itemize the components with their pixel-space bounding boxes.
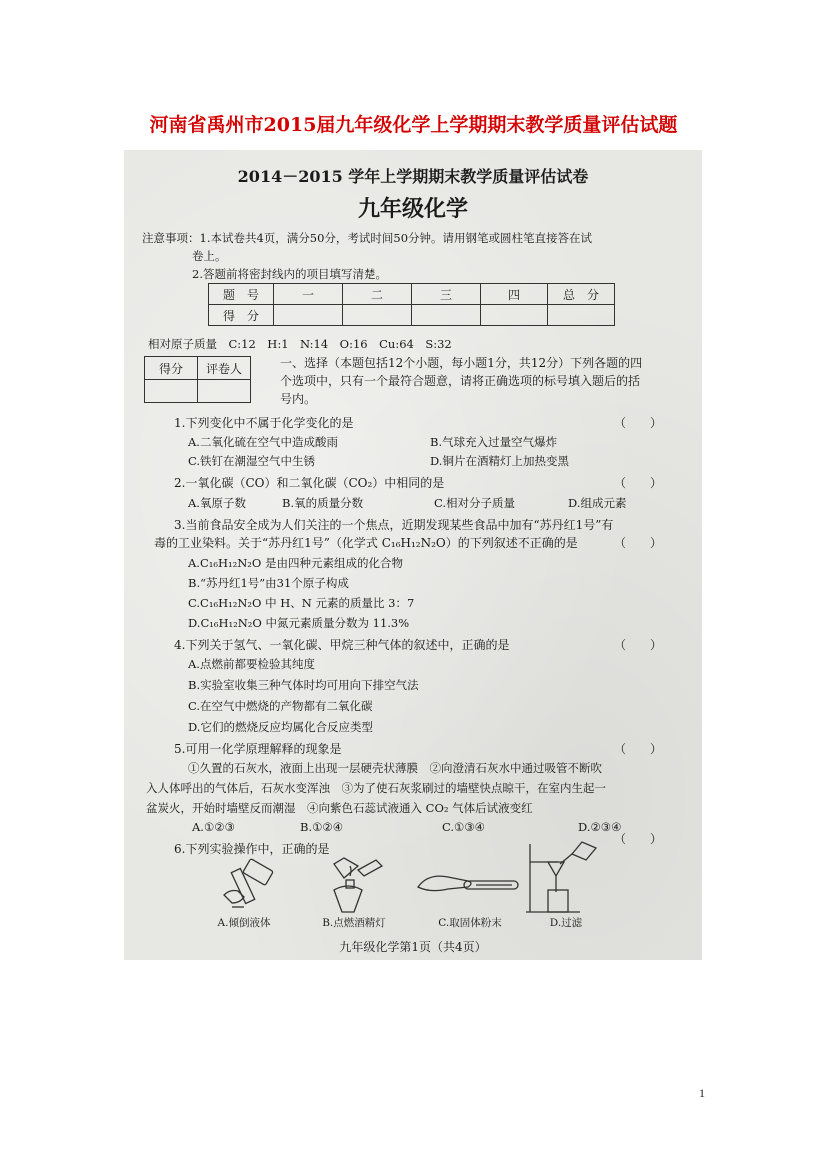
q6-option-b: B.点燃酒精灯 — [322, 917, 386, 929]
pour-liquid-figure — [204, 855, 284, 915]
q6-option-c: C.取固体粉末 — [438, 917, 502, 929]
q5-answer-paren: （ ） — [614, 742, 663, 756]
q5-option-b: B.①②④ — [300, 820, 344, 834]
q2-option-d: D.组成元素 — [568, 496, 627, 510]
q1-option-a: A.二氧化硫在空气中造成酸雨 — [188, 435, 338, 449]
q5-stem: 5.可用一化学原理解释的现象是 — [174, 742, 342, 756]
q3-option-a: A.C₁₆H₁₂N₂O 是由四种元素组成的化合物 — [188, 556, 403, 570]
notes-line-3: 2.答题前将密封线内的项目填写清楚。 — [192, 267, 387, 281]
exam-subject: 九年级化学 — [357, 197, 468, 222]
score-header-total: 总 分 — [548, 284, 615, 305]
scanned-exam-page — [124, 150, 702, 960]
q2-option-a: A.氧原子数 — [188, 496, 246, 510]
q4-answer-paren: （ ） — [614, 638, 663, 652]
exam-title: 2014－2015 学年上学期期末教学质量评估试卷 — [237, 167, 589, 186]
score-header-4: 四 — [481, 284, 548, 305]
score-header-1: 一 — [274, 284, 343, 305]
q1-option-d: D.铜片在酒精灯上加热变黑 — [430, 454, 569, 468]
q5-statement-line-2: 入人体呼出的气体后，石灰水变浑浊 ③为了使石灰浆刷过的墙壁快点晾干，在室内生起一 — [146, 781, 606, 795]
page-number: 1 — [699, 1086, 705, 1100]
grader-name-cell — [198, 380, 251, 403]
score-cell-4 — [481, 305, 548, 326]
score-cell-1 — [274, 305, 343, 326]
q1-option-c: C.铁钉在潮湿空气中生锈 — [188, 454, 316, 468]
q3-option-c: C.C₁₆H₁₂N₂O 中 H、N 元素的质量比 3：7 — [188, 596, 415, 610]
q3-option-b: B.“苏丹红1号”由31个原子构成 — [188, 576, 349, 590]
alcohol-lamp-figure — [314, 850, 394, 916]
exam-page-footer: 九年级化学第1页（共4页） — [339, 940, 487, 954]
q6-answer-paren: （ ） — [614, 832, 663, 846]
q6-option-a: A.倾倒液体 — [217, 917, 271, 929]
score-table — [208, 283, 615, 326]
document-title: 河南省禹州市2015届九年级化学上学期期末教学质量评估试题 — [149, 114, 678, 136]
q6-stem: 6.下列实验操作中，正确的是 — [174, 842, 330, 856]
score-cell-total — [548, 305, 615, 326]
grader-table — [144, 356, 251, 403]
score-header-label: 题 号 — [209, 284, 274, 305]
q1-option-b: B.气球充入过量空气爆炸 — [430, 435, 558, 449]
q2-answer-paren: （ ） — [614, 476, 663, 490]
section1-line-2: 个选项中，只有一个最符合题意，请将正确选项的标号填入题后的括 — [280, 374, 641, 388]
q2-option-b: B.氧的质量分数 — [282, 496, 364, 510]
q3-option-d: D.C₁₆H₁₂N₂O 中氮元素质量分数为 11.3% — [188, 616, 410, 630]
section1-line-1: 一、选择（本题包括12个小题，每小题1分，共12分）下列各题的四 — [280, 356, 643, 370]
q3-stem-line-1: 3.当前食品安全成为人们关注的一个焦点，近期发现某些食品中加有“苏丹红1号”有 — [174, 518, 614, 532]
score-row-label: 得 分 — [209, 305, 274, 326]
section1-line-3: 号内。 — [280, 392, 317, 406]
q4-option-d: D.它们的燃烧反应均属化合反应类型 — [188, 720, 373, 734]
atomic-masses: 相对原子质量 C:12 H:1 N:14 O:16 Cu:64 S:32 — [148, 337, 452, 351]
q4-stem: 4.下列关于氢气、一氧化碳、甲烷三种气体的叙述中，正确的是 — [174, 638, 510, 652]
q6-option-d: D.过滤 — [549, 917, 583, 929]
q2-stem: 2.一氧化碳（CO）和二氧化碳（CO₂）中相同的是 — [174, 476, 445, 490]
q5-option-a: A.①②③ — [192, 820, 235, 834]
q3-stem-line-2: 毒的工业染料。关于“苏丹红1号”（化学式 C₁₆H₁₂N₂O）的下列叙述不正确的是 — [154, 536, 578, 550]
q5-statement-line-1: ①久置的石灰水，液面上出现一层硬壳状薄膜 ②向澄清石灰水中通过吸管不断吹 — [188, 761, 602, 775]
grader-score-cell — [145, 380, 198, 403]
notes-line-1: 注意事项：1.本试卷共4页，满分50分，考试时间50分钟。请用钢笔或圆柱笔直接答在试 — [142, 231, 593, 245]
q5-option-c: C.①③④ — [442, 820, 485, 834]
score-cell-2 — [343, 305, 412, 326]
grader-score-label: 得分 — [145, 357, 198, 380]
score-cell-3 — [412, 305, 481, 326]
q5-statement-line-3: 盆炭火，开始时墙壁反而潮湿 ④向紫色石蕊试液通入 CO₂ 气体后试液变红 — [146, 801, 533, 815]
solid-powder-figure — [414, 865, 524, 905]
q2-option-c: C.相对分子质量 — [434, 496, 516, 510]
q4-option-a: A.点燃前都要检验其纯度 — [188, 657, 315, 671]
notes-line-2: 卷上。 — [192, 249, 227, 263]
q5-option-d: D.②③④ — [578, 820, 622, 834]
q4-option-c: C.在空气中燃烧的产物都有二氧化碳 — [188, 699, 373, 713]
q1-answer-paren: （ ） — [614, 416, 663, 430]
q3-answer-paren: （ ） — [614, 536, 663, 550]
score-header-2: 二 — [343, 284, 412, 305]
score-header-3: 三 — [412, 284, 481, 305]
q1-stem: 1.下列变化中不属于化学变化的是 — [174, 416, 354, 430]
q4-option-b: B.实验室收集三种气体时均可用向下排空气法 — [188, 678, 419, 692]
grader-name-label: 评卷人 — [198, 357, 251, 380]
filtration-figure — [520, 838, 610, 916]
